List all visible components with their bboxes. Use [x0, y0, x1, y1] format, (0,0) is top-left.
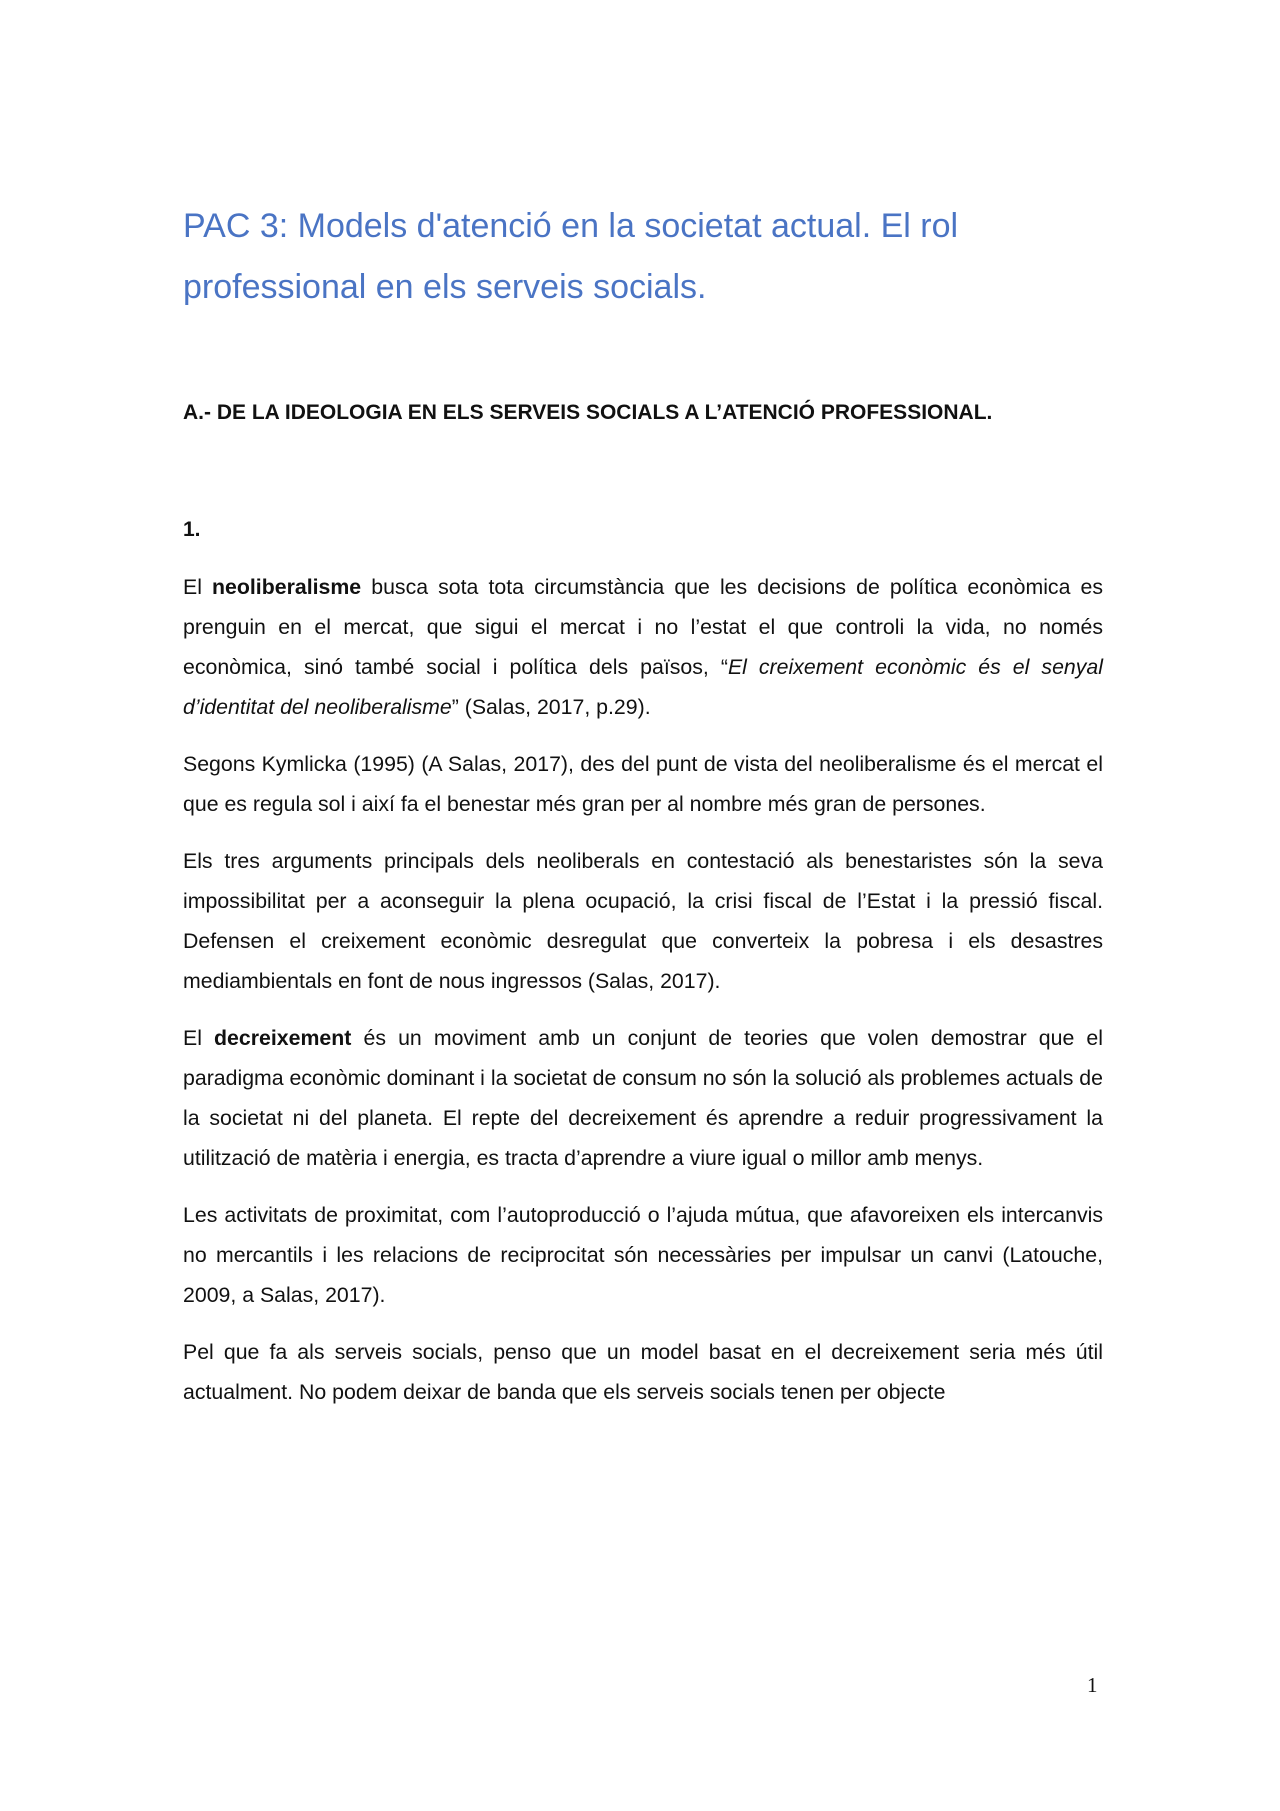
bold-term-neoliberalisme: neoliberalisme	[212, 575, 362, 599]
body-text	[183, 567, 1103, 1429]
paragraph-neoliberalisme	[183, 567, 1103, 727]
document-title: PAC 3: Models d'atenció en la societat actual. El rol professional en els serveis socials.	[183, 207, 959, 306]
paragraph-serveis-socials: Pel que fa als serveis socials, penso que un model basat en el decreixement seria més útil actualment. No podem deixar de banda que els serveis socials tenen per objecte	[183, 1340, 1103, 1404]
bold-term-decreixement: decreixement	[214, 1026, 352, 1050]
paragraph-decreixement	[183, 1018, 1103, 1178]
paragraph-text: busca sota tota circumstància que les decisions de política econòmica es prenguin en el mercat, que sigui el mercat i no l’estat el que controli la vida, no només econòmica, sinó també social i política dels països, “	[183, 575, 1103, 679]
italic-quote: El creixement econòmic és el senyal d’identitat del neoliberalisme	[183, 655, 1103, 719]
paragraph-text: és un moviment amb un conjunt de teories que volen demostrar que el paradigma econòmic dominant i la societat de consum no són la solució als problemes actuals de la societat ni del planeta. El repte del decreixement és aprendre a reduir progressivament la utilització de matèria i energia, es tracta d’aprendre a viure igual o millor amb menys.	[183, 1026, 1103, 1170]
paragraph-text: El	[183, 575, 213, 599]
section-heading: A.- DE LA IDEOLOGIA EN ELS SERVEIS SOCIALS A L’ATENCIÓ PROFESSIONAL.	[183, 401, 993, 424]
citation: ” (Salas, 2017, p.29).	[451, 695, 651, 719]
paragraph-text: El	[183, 1026, 215, 1050]
item-number: 1.	[183, 518, 201, 541]
paragraph-arguments: Els tres arguments principals dels neoliberals en contestació als benestaristes són la seva impossibilitat per a aconseguir la plena ocupació, la crisi fiscal de l’Estat i la pressió fiscal. Defensen el creixement econòmic desregulat que converteix la pobresa i els desastres mediambientals en font de nous ingressos (Salas, 2017).	[183, 849, 1103, 993]
paragraph-kymlicka: Segons Kymlicka (1995) (A Salas, 2017), des del punt de vista del neoliberalisme és el mercat el que es regula sol i així fa el benestar més gran per al nombre més gran de persones.	[183, 752, 1103, 816]
page-number: 1	[1087, 1673, 1098, 1697]
paragraph-proximitat: Les activitats de proximitat, com l’autoproducció o l’ajuda mútua, que afavoreixen els intercanvis no mercantils i les relacions de reciprocitat són necessàries per impulsar un canvi (Latouche, 2009, a Salas, 2017).	[183, 1203, 1103, 1307]
